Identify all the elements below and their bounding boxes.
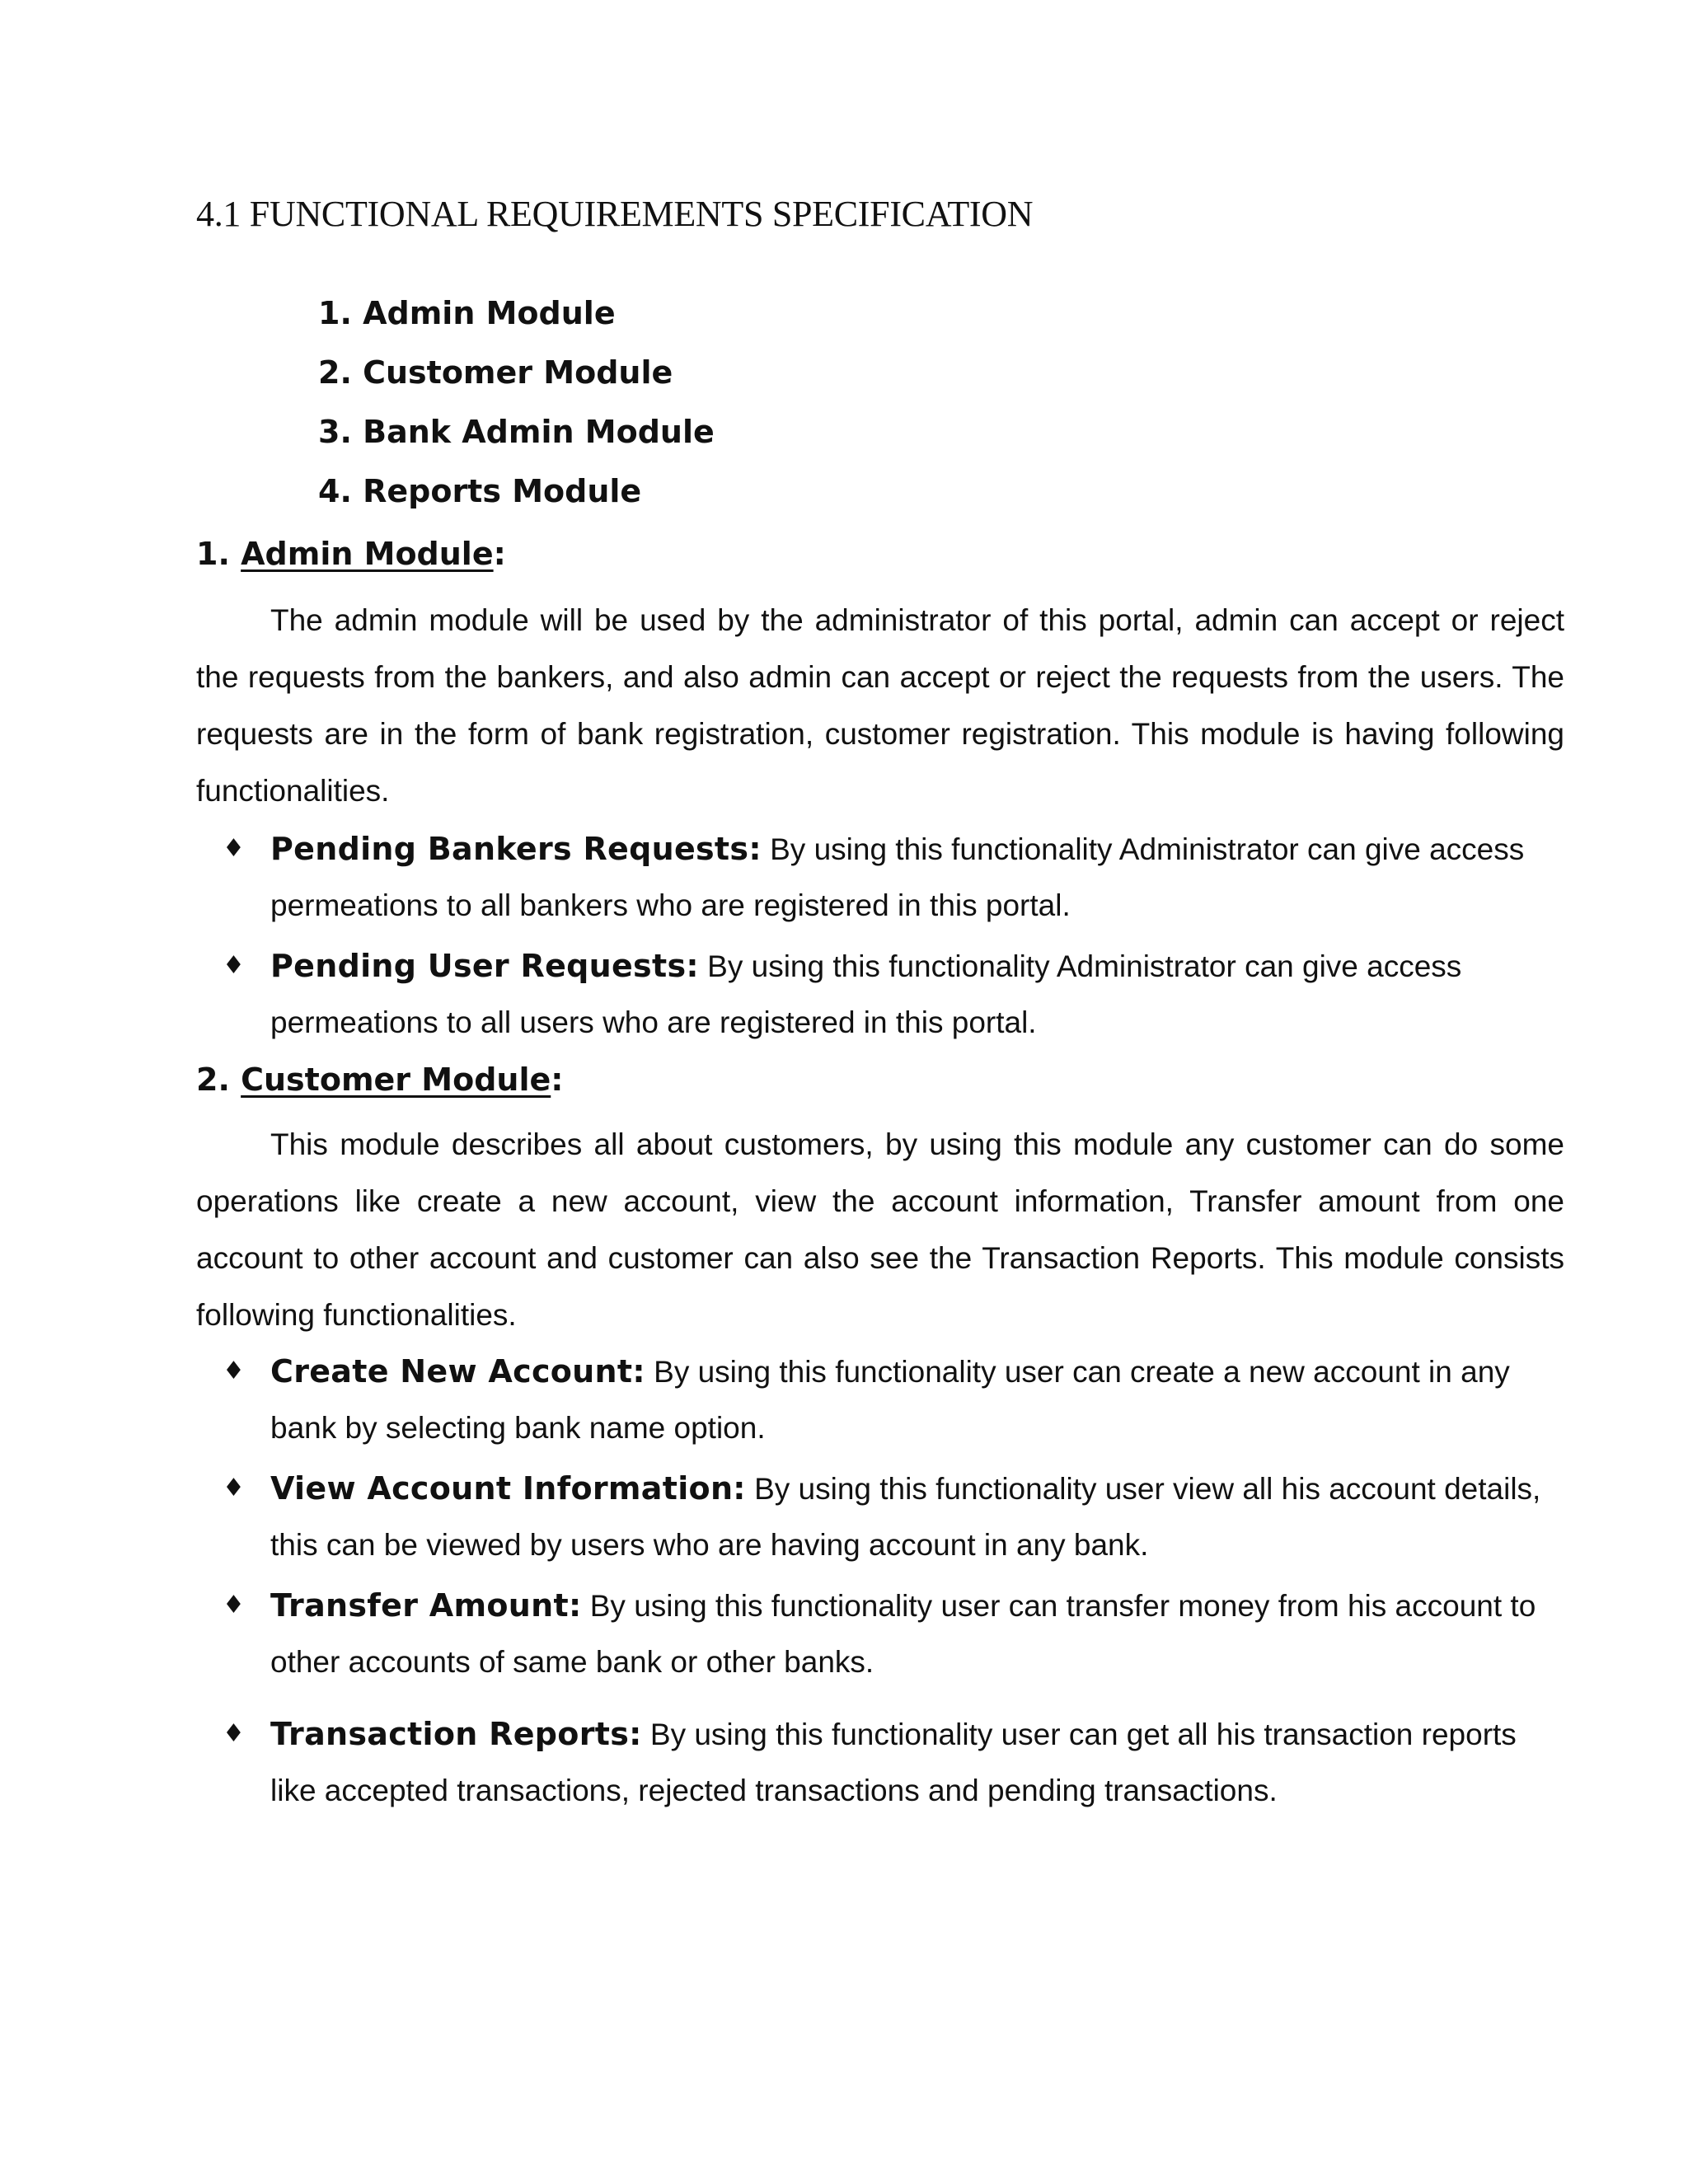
module-list-item-reports: 4. Reports Module <box>318 473 642 509</box>
bullet-pending-user-requests <box>223 938 1558 1051</box>
bullet-body <box>270 1460 1558 1573</box>
section-heading-text: Customer Module <box>241 1062 551 1098</box>
bullet-term: Pending Bankers Requests: <box>270 831 762 867</box>
bullet-pending-bankers-requests <box>223 821 1558 934</box>
bullet-text: By using this functionality user can create a new account in any bank by selecting bank name option. <box>270 1355 1510 1445</box>
bullet-text: By using this functionality user can get all his transaction reports like accepted transactions, rejected transactions and pending transactions. <box>270 1718 1517 1807</box>
bullet-text: By using this functionality user view all his account details, this can be viewed by users who are having account in any bank. <box>270 1472 1541 1562</box>
bullet-text: By using this functionality user can transfer money from his account to other accounts of same bank or other banks. <box>270 1589 1536 1679</box>
bullet-view-account-information <box>223 1460 1558 1573</box>
section-number: 1. <box>196 536 241 572</box>
bullet-body <box>270 1577 1558 1690</box>
bullet-body <box>270 938 1558 1051</box>
diamond-bullet-icon: ♦ <box>223 1591 245 1619</box>
section-heading-colon: : <box>551 1062 564 1098</box>
diamond-bullet-icon: ♦ <box>223 1719 245 1748</box>
diamond-bullet-icon: ♦ <box>223 834 245 863</box>
section-heading-text: Admin Module <box>241 536 494 572</box>
bullet-term: Transfer Amount: <box>270 1587 582 1624</box>
diamond-bullet-icon: ♦ <box>223 1474 245 1502</box>
customer-module-description: This module describes all about customers, by using this module any customer can do some operations like create a new account, view the account information, Transfer amount from one account to other account and customer can also see the Transaction Reports. This module consists following functionalities. <box>196 1127 1564 1332</box>
section-number: 2. <box>196 1062 241 1098</box>
bullet-text: By using this functionality Administrator can give access permeations to all bankers who are registered in this portal. <box>270 832 1525 922</box>
bullet-term: Pending User Requests: <box>270 948 699 984</box>
section-heading-customer-module <box>196 1062 563 1098</box>
diamond-bullet-icon: ♦ <box>223 1357 245 1385</box>
bullet-term: Transaction Reports: <box>270 1716 642 1752</box>
bullet-term: View Account Information: <box>270 1470 746 1507</box>
bullet-create-new-account <box>223 1343 1558 1456</box>
module-list-item-customer: 2. Customer Module <box>318 354 673 391</box>
page-title: 4.1 FUNCTIONAL REQUIREMENTS SPECIFICATION <box>196 194 1034 234</box>
section-heading-admin-module <box>196 536 506 572</box>
admin-module-description: The admin module will be used by the administrator of this portal, admin can accept or reject the requests from the bankers, and also admin can accept or reject the requests from the users. The requests are in the form of bank registration, customer registration. This module is having following functionalities. <box>196 603 1564 808</box>
bullet-body <box>270 1706 1558 1819</box>
bullet-text: By using this functionality Administrator can give access permeations to all users who are registered in this portal. <box>270 949 1462 1039</box>
bullet-transaction-reports <box>223 1706 1558 1819</box>
bullet-term: Create New Account: <box>270 1353 645 1390</box>
section-heading-colon: : <box>493 536 506 572</box>
bullet-body <box>270 1343 1558 1456</box>
diamond-bullet-icon: ♦ <box>223 951 245 980</box>
module-list-item-admin: 1. Admin Module <box>318 295 616 331</box>
module-list <box>318 284 715 521</box>
bullet-body <box>270 821 1558 934</box>
module-list-item-bank-admin: 3. Bank Admin Module <box>318 414 715 450</box>
bullet-transfer-amount <box>223 1577 1558 1690</box>
